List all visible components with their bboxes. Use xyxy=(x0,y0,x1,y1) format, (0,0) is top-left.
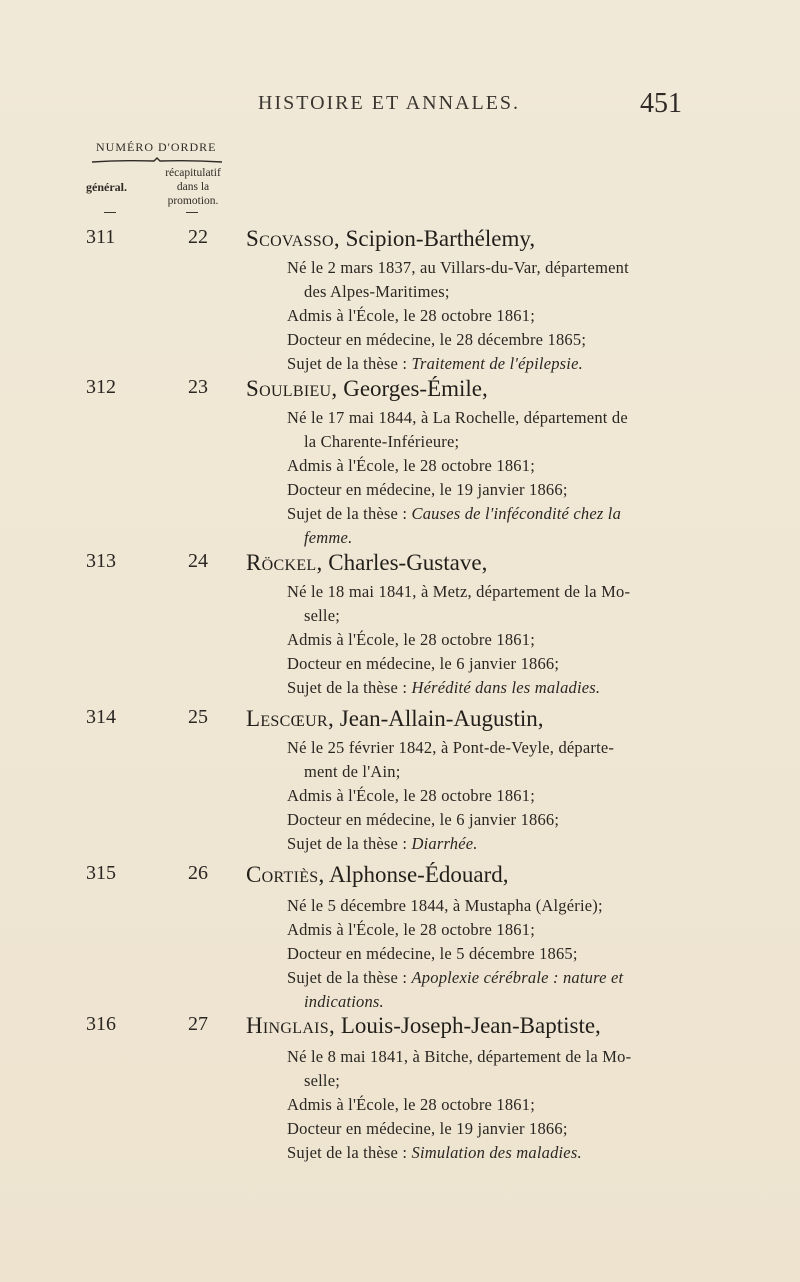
thesis-line xyxy=(287,968,623,988)
entry-number-general: 315 xyxy=(86,862,116,884)
header-brace xyxy=(92,157,222,163)
thesis-line xyxy=(287,834,478,854)
admission-line: Admis à l'École, le 28 octobre 1861; xyxy=(287,920,535,939)
surname: Scovasso, xyxy=(246,226,340,251)
birth-line-cont: la Charente-Inférieure; xyxy=(304,432,460,451)
thesis-title: Traitement de l'épilepsie. xyxy=(411,354,583,373)
entry-number-recap: 25 xyxy=(188,706,208,728)
entry-number-general: 313 xyxy=(86,550,116,572)
given-names: Scipion-Barthélemy, xyxy=(339,226,536,251)
entry-number-recap: 23 xyxy=(188,376,208,398)
thesis-title: Apoplexie cérébrale : nature et xyxy=(411,968,624,987)
entry-number-recap: 22 xyxy=(188,226,208,248)
doctorate-line: Docteur en médecine, le 19 janvier 1866; xyxy=(287,1119,568,1138)
header-dash xyxy=(186,212,198,213)
column-group-title: NUMÉRO D'ORDRE xyxy=(96,140,217,154)
entry-number-recap: 27 xyxy=(188,1013,208,1035)
thesis-prefix: Sujet de la thèse : xyxy=(287,968,412,987)
birth-line: Né le 8 mai 1841, à Bitche, département de la Mo- xyxy=(287,1047,632,1066)
admission-line: Admis à l'École, le 28 octobre 1861; xyxy=(287,456,535,475)
given-names: Jean-Allain-Augustin, xyxy=(334,706,544,731)
entry-number-general: 316 xyxy=(86,1013,116,1035)
thesis-prefix: Sujet de la thèse : xyxy=(287,1143,412,1162)
given-names: Charles-Gustave, xyxy=(322,550,488,575)
admission-line: Admis à l'École, le 28 octobre 1861; xyxy=(287,630,535,649)
entry-name xyxy=(246,1013,601,1039)
birth-line: Né le 17 mai 1844, à La Rochelle, département de xyxy=(287,408,628,427)
entry-number-general: 311 xyxy=(86,226,116,248)
thesis-prefix: Sujet de la thèse : xyxy=(287,678,412,697)
column-header-recap xyxy=(157,166,229,208)
surname: Röckel, xyxy=(246,550,323,575)
entry-number-recap: 26 xyxy=(188,862,208,884)
admission-line: Admis à l'École, le 28 octobre 1861; xyxy=(287,786,535,805)
entry-name xyxy=(246,226,535,252)
admission-line: Admis à l'École, le 28 octobre 1861; xyxy=(287,1095,535,1114)
surname: Lescœur, xyxy=(246,706,334,731)
birth-line-cont: des Alpes-Maritimes; xyxy=(304,282,450,301)
thesis-prefix: Sujet de la thèse : xyxy=(287,834,412,853)
entry-name xyxy=(246,376,488,402)
birth-line: Né le 18 mai 1841, à Metz, département de la Mo- xyxy=(287,582,631,601)
thesis-title: Hérédité dans les maladies. xyxy=(411,678,601,697)
admission-line: Admis à l'École, le 28 octobre 1861; xyxy=(287,306,535,325)
page-number: 451 xyxy=(640,88,682,119)
entry-number-general: 314 xyxy=(86,706,116,728)
thesis-prefix: Sujet de la thèse : xyxy=(287,354,412,373)
thesis-title-cont: femme. xyxy=(304,528,353,547)
birth-line: Né le 2 mars 1837, au Villars-du-Var, département xyxy=(287,258,629,277)
birth-line-cont: ment de l'Ain; xyxy=(304,762,401,781)
entry-name xyxy=(246,706,544,732)
entry-number-recap: 24 xyxy=(188,550,208,572)
thesis-title: Diarrhée. xyxy=(411,834,478,853)
given-names: Louis-Joseph-Jean-Baptiste, xyxy=(335,1013,601,1038)
thesis-title: Simulation des maladies. xyxy=(411,1143,582,1162)
thesis-line xyxy=(287,354,583,374)
thesis-line xyxy=(287,678,600,698)
column-header-recap-line: récapitulatif xyxy=(165,167,221,179)
given-names: Georges-Émile, xyxy=(337,376,488,401)
entry-name xyxy=(246,550,487,576)
doctorate-line: Docteur en médecine, le 6 janvier 1866; xyxy=(287,810,560,829)
entry-number-general: 312 xyxy=(86,376,116,398)
doctorate-line: Docteur en médecine, le 5 décembre 1865; xyxy=(287,944,578,963)
doctorate-line: Docteur en médecine, le 6 janvier 1866; xyxy=(287,654,560,673)
entry-name xyxy=(246,862,509,888)
column-header-recap-line: promotion. xyxy=(167,195,219,207)
surname: Hinglais, xyxy=(246,1013,336,1038)
doctorate-line: Docteur en médecine, le 19 janvier 1866; xyxy=(287,480,568,499)
birth-line-cont: selle; xyxy=(304,606,341,625)
running-title: HISTOIRE ET ANNALES. xyxy=(258,92,521,114)
column-header-general: général. xyxy=(86,180,127,194)
surname: Cortiès, xyxy=(246,862,325,887)
thesis-line xyxy=(287,1143,582,1163)
thesis-title-cont: indications. xyxy=(304,992,384,1011)
birth-line: Né le 25 février 1842, à Pont-de-Veyle, départe- xyxy=(287,738,615,757)
doctorate-line: Docteur en médecine, le 28 décembre 1865; xyxy=(287,330,587,349)
header-dash xyxy=(104,212,116,213)
thesis-line xyxy=(287,504,621,524)
surname: Soulbieu, xyxy=(246,376,338,401)
birth-line-cont: selle; xyxy=(304,1071,341,1090)
thesis-title: Causes de l'infécondité chez la xyxy=(411,504,622,523)
thesis-prefix: Sujet de la thèse : xyxy=(287,504,412,523)
birth-line: Né le 5 décembre 1844, à Mustapha (Algérie); xyxy=(287,896,603,915)
column-header-recap-line: dans la xyxy=(176,181,210,193)
given-names: Alphonse-Édouard, xyxy=(324,862,509,887)
